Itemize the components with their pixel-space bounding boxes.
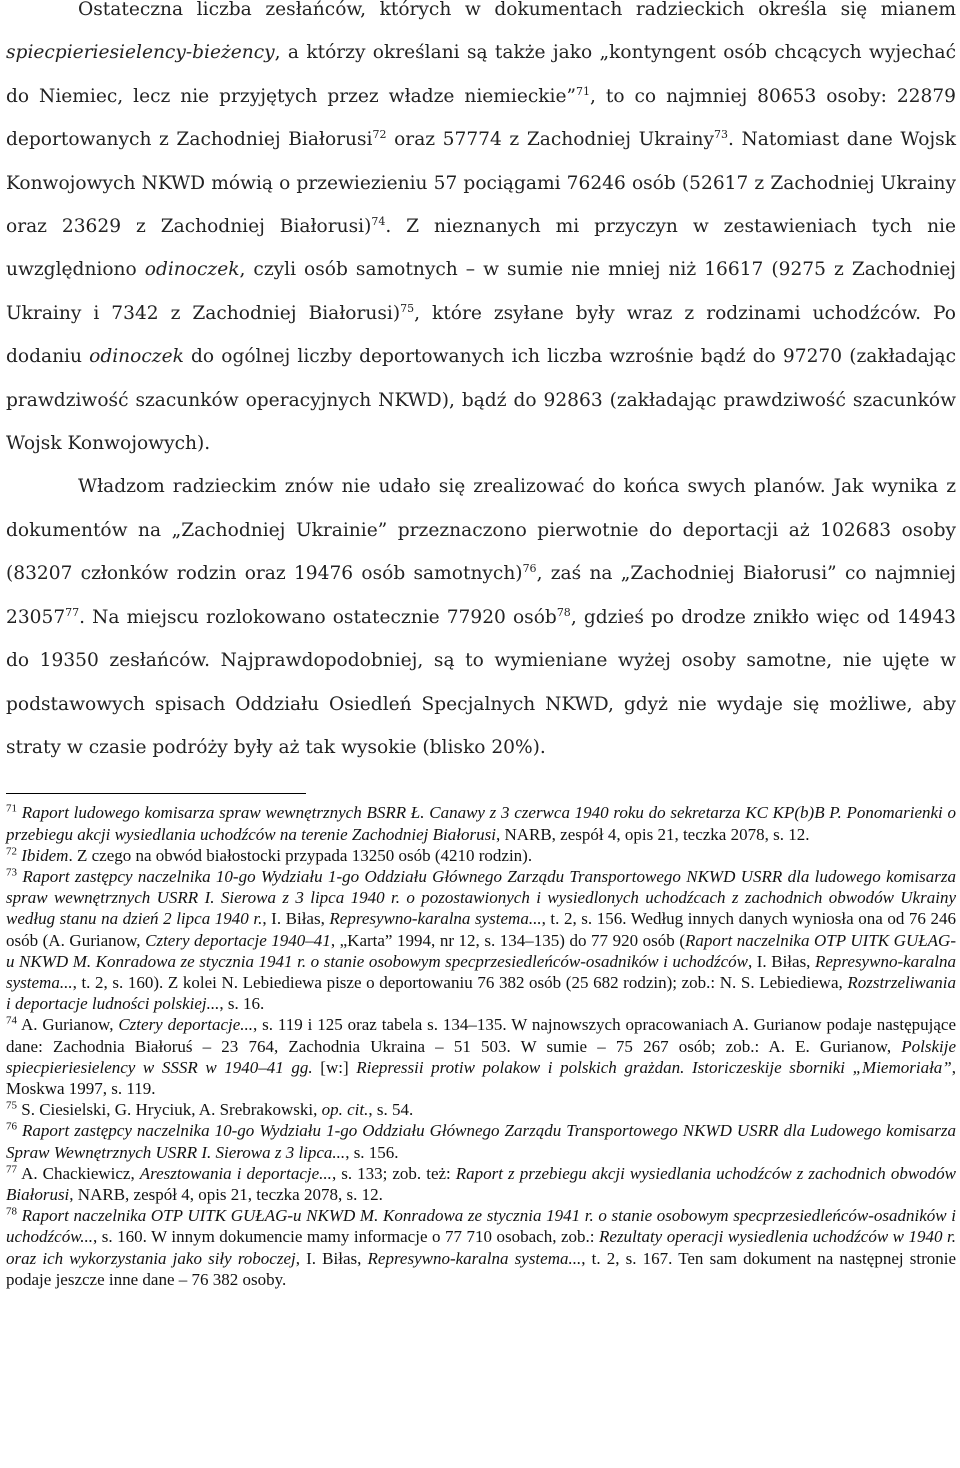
- footnote-number: 74: [6, 1014, 17, 1027]
- text-run: , s. 156.: [345, 1142, 399, 1162]
- text-run: , gdzieś po drodze znikło więc od 14943 do 19350 zesłańców. Najprawdopodobniej, są to wymieniane wyżej osoby samotne, nie ujęte w podstawowych spisach Oddziału Osiedleń Specjalnych NKWD, gdyż nie wydaje się możliwe, aby straty w czasie podróży były aż tak wysokie (blisko 20%).: [6, 606, 956, 758]
- text-run: , s. 54.: [368, 1100, 414, 1120]
- footnote-ref: 77: [65, 605, 80, 619]
- italic-text: op. cit.: [321, 1100, 369, 1120]
- text-run: , s. 160. W innym dokumencie mamy informacje o 77 710 osobach, zob.:: [93, 1227, 599, 1247]
- footnote: [6, 1205, 956, 1290]
- paragraph: [6, 0, 956, 465]
- text-run: [w:]: [312, 1057, 357, 1077]
- text-run: , to co najmniej 80653 osoby: 22879 deportowanych z Zachodniej Białorusi: [6, 85, 957, 151]
- text-run: A. Chackiewicz,: [21, 1163, 140, 1183]
- italic-text: odinoczek: [144, 259, 240, 281]
- italic-text: Rozstrzeliwania i deportacje ludności polskiej...: [6, 972, 956, 1014]
- italic-text: Raport ludowego komisarza spraw wewnętrznych BSRR Ł. Canawy z 3 czerwca 1940 roku do sekretarza KC KP(b)B P. Ponomarienki o przebiegu akcji wysiedlania uchodźców na terenie Zachodniej Białorusi: [6, 803, 957, 844]
- text-run: Władzom radzieckim znów nie udało się zrealizować do końca swych planów. Jak wynika z dokumentów na „Zachodniej Ukrainie” przeznaczono pierwotnie do deportacji aż 102683 osoby (83207 członków rodzin oraz 19476 osób samotnych): [6, 476, 956, 585]
- italic-text: spiecpieriesielency-bieżency: [6, 42, 275, 64]
- footnote-number: 76: [6, 1120, 17, 1133]
- footnote: [6, 1099, 956, 1120]
- italic-text: Cztery deportacje 1940–41: [145, 930, 331, 950]
- italic-text: Raport z przebiegu akcji wysiedlania uchodźców z zachodnich obwodów Białorusi: [6, 1163, 957, 1204]
- italic-text: Polskije spiecpieriesielency w SSSR w 1940–41 gg.: [6, 1036, 956, 1077]
- text-run: . Z czego na obwód białostocki przypada 13250 osób (4210 rodzin).: [68, 845, 533, 865]
- footnote-number: 78: [6, 1205, 17, 1218]
- italic-text: odinoczek: [89, 346, 184, 368]
- italic-text: Raport zastępcy naczelnika 10-go Wydziału 1-go Oddziału Głównego Zarządu Transportowego NKWD USRR dla ludowego komisarza spraw wewnętrznych USRR I. Sierowa z 3 lipca 1940 r. o pozostawionych i wysiedlonych uchodźcach z zachodnich obwodów Ukrainy według stanu na dzień 2 lipca 1940 r.: [6, 866, 957, 929]
- italic-text: Cztery deportacje...: [118, 1015, 254, 1035]
- text-run: , I. Biłas,: [262, 909, 330, 929]
- text-run: S. Ciesielski, G. Hryciuk, A. Srebrakowski,: [21, 1100, 322, 1120]
- footnote-ref: 73: [713, 128, 728, 142]
- text-run: . Natomiast dane Wojsk Konwojowych NKWD mówią o przewiezieniu 57 pociągami 76246 osób (52617 z Zachodniej Ukrainy oraz 23629 z Zachodniej Białorusi): [6, 129, 956, 238]
- text-run: , zaś na „Zachodniej Białorusi” co najmniej 23057: [6, 563, 956, 628]
- text-run: , czyli osób samotnych – w sumie nie mniej niż 16617 (9275 z Zachodniej Ukrainy i 7342 z Zachodniej Białorusi): [6, 259, 956, 324]
- footnote-separator: [6, 793, 306, 794]
- footnote-ref: 71: [576, 84, 591, 98]
- text-run: , t. 2, s. 160). Z kolei N. Lebiediewa pisze o deportowaniu 76 382 osób (25 682 rodzin); zob.: N. S. Lebiediewa,: [72, 972, 848, 992]
- text-run: , s. 133; zob. też:: [331, 1163, 456, 1183]
- text-run: , NARB, zespół 4, opis 21, teczka 2078, s. 12.: [495, 824, 810, 844]
- footnote-number: 72: [6, 845, 17, 858]
- footnote: [6, 866, 956, 1014]
- footnote-ref: 74: [371, 214, 386, 228]
- main-text: [6, 0, 956, 769]
- footnote-number: 77: [6, 1163, 17, 1176]
- footnote: [6, 1163, 956, 1205]
- footnote-ref: 78: [556, 605, 571, 619]
- footnotes-section: [6, 802, 956, 1290]
- text-run: A. Gurianow,: [20, 1015, 119, 1035]
- footnote-ref: 75: [400, 301, 415, 315]
- text-run: , NARB, zespół 4, opis 21, teczka 2078, s. 12.: [69, 1184, 383, 1204]
- italic-text: Aresztowania i deportacje...: [139, 1163, 332, 1183]
- footnote-ref: 72: [372, 128, 387, 142]
- italic-text: Raport naczelnika OTP UITK GUŁAG-u NKWD M. Konradowa ze stycznia 1941 r. o stanie osobowym specprzesiedleńców-osadników i uchodźców...: [6, 1206, 957, 1247]
- footnote-ref: 76: [522, 562, 537, 576]
- footnote-number: 73: [6, 866, 17, 879]
- italic-text: Ibidem: [21, 845, 69, 865]
- text-run: , t. 2, s. 156. Według innych danych wyniosła ona od 76 246 osób (A. Gurianow,: [6, 909, 956, 950]
- text-run: , t. 2, s. 167. Ten sam dokument na następnej stronie podaje jeszcze inne dane – 76 382 osoby.: [6, 1248, 957, 1289]
- text-run: Ostateczna liczba zesłańców, których w dokumentach radzieckich określa się mianem: [78, 0, 956, 20]
- footnote-number: 75: [6, 1099, 17, 1112]
- text-run: , I. Biłas,: [295, 1248, 368, 1268]
- footnote: [6, 802, 956, 844]
- italic-text: Riepressii protiw polakow i polskich grażdan. Istoriczeskije sborniki „Miemoriała”: [356, 1057, 952, 1077]
- italic-text: Represywno-karalna systema...: [367, 1248, 582, 1268]
- italic-text: Rezultaty operacji wysiedlenia uchodźców w 1940 r. oraz ich wykorzystania jako siły roboczej: [6, 1227, 957, 1268]
- text-run: . Z nieznanych mi przyczyn w zestawieniach tych nie uwzględniono: [6, 216, 956, 281]
- text-run: , „Karta” 1994, nr 12, s. 134–135) do 77 920 osób (: [330, 930, 685, 950]
- text-run: , I. Biłas,: [747, 951, 815, 971]
- footnote: [6, 1014, 956, 1099]
- text-run: oraz 57774 z Zachodniej Ukrainy: [386, 129, 714, 151]
- italic-text: Raport zastępcy naczelnika 10-go Wydziału 1-go Oddziału Głównego Zarządu Transportowego NKWD USRR dla Ludowego komisarza Spraw Wewnętrznych USRR I. Sierowa z 3 lipca...: [6, 1121, 956, 1162]
- text-run: , s. 119 i 125 oraz tabela s. 134–135. W najnowszych opracowaniach A. Gurianow podaje następujące dane: Zachodnia Białoruś – 23 764, Zachodnia Ukraina – 51 503. W sumie – 75 267 osób; zob.: A. E. Gurianow,: [6, 1015, 957, 1056]
- text-run: . Na miejscu rozlokowano ostatecznie 77920 osób: [79, 606, 557, 628]
- footnote: [6, 1120, 956, 1162]
- italic-text: Represywno-karalna systema...: [329, 909, 542, 929]
- text-run: , s. 16.: [219, 994, 265, 1014]
- footnote-number: 71: [6, 802, 17, 815]
- text-run: , które zsyłane były wraz z rodzinami uchodźców. Po dodaniu: [6, 302, 956, 368]
- text-run: do ogólnej liczby deportowanych ich liczba wzrośnie bądź do 97270 (zakładając prawdziwość szacunków operacyjnych NKWD), bądź do 92863 (zakładając prawdziwość szacunków Wojsk Konwojowych).: [6, 346, 956, 455]
- text-run: , a którzy określani są także jako „kontyngent osób chcących wyjechać do Niemiec, lecz nie przyjętych przez władze niemieckie”: [6, 42, 956, 107]
- footnote: [6, 845, 956, 866]
- text-run: , Moskwa 1997, s. 119.: [6, 1057, 957, 1098]
- italic-text: Raport naczelnika OTP UITK GUŁAG-u NKWD M. Konradowa ze stycznia 1941 r. o stanie osobowym specprzesiedleńców-osadników i uchodźców: [6, 930, 956, 971]
- italic-text: Represywno-karalna systema...: [6, 951, 956, 992]
- paragraph: [6, 465, 956, 769]
